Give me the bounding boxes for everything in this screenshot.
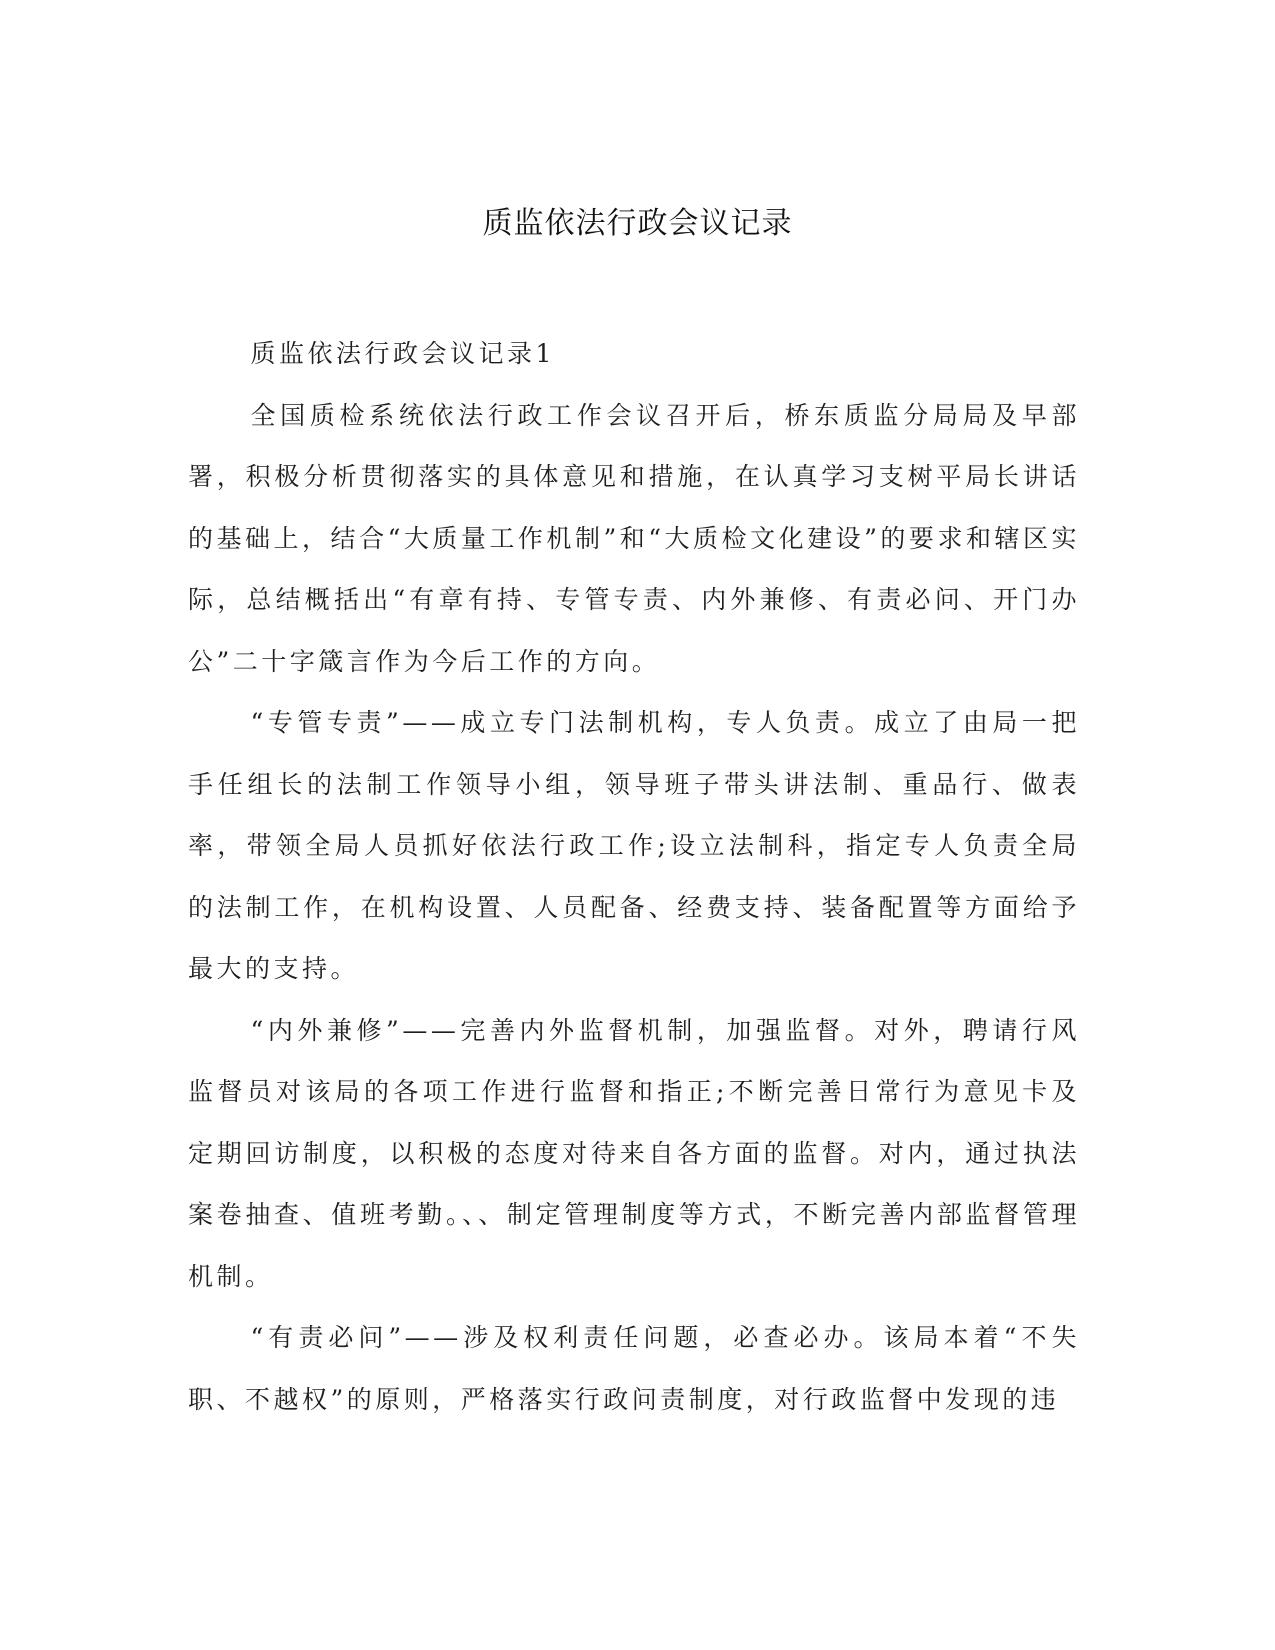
paragraph-neiwai-jianxiu: “内外兼修”——完善内外监督机制，加强监督。对外，聘请行风监督员对该局的各项工作进行监督和指正;不断完善日常行为意见卡及定期回访制度，以积极的态度对待来自各方面的监督。对内，通过执法案卷抽查、值班考勤。、、制定管理制度等方式，不断完善内部监督管理机制。 — [188, 1015, 1080, 1291]
section-heading: 质监依法行政会议记录1 — [250, 339, 555, 368]
paragraph-intro: 全国质检系统依法行政工作会议召开后，桥东质监分局局及早部署，积极分析贯彻落实的具体意见和措施，在认真学习支树平局长讲话的基础上，结合“大质量工作机制”和“大质检文化建设”的要求和辖区实际，总结概括出“有章有持、专管专责、内外兼修、有责必问、开门办公”二十字箴言作为今后工作的方向。 — [188, 400, 1080, 676]
document-title: 质监依法行政会议记录 — [482, 206, 793, 241]
paragraph-zhuanguan-zhuanze: “专管专责”——成立专门法制机构，专人负责。成立了由局一把手任组长的法制工作领导小组，领导班子带头讲法制、重品行、做表率，带领全局人员抓好依法行政工作;设立法制科，指定专人负责全局的法制工作，在机构设置、人员配备、经费支持、装备配置等方面给予最大的支持。 — [188, 708, 1080, 983]
document-body — [188, 323, 1080, 1430]
paragraph-youze-biwen: “有责必问”——涉及权利责任问题，必查必办。该局本着“不失职、不越权”的原则，严格落实行政问责制度，对行政监督中发现的违 — [188, 1323, 1080, 1414]
